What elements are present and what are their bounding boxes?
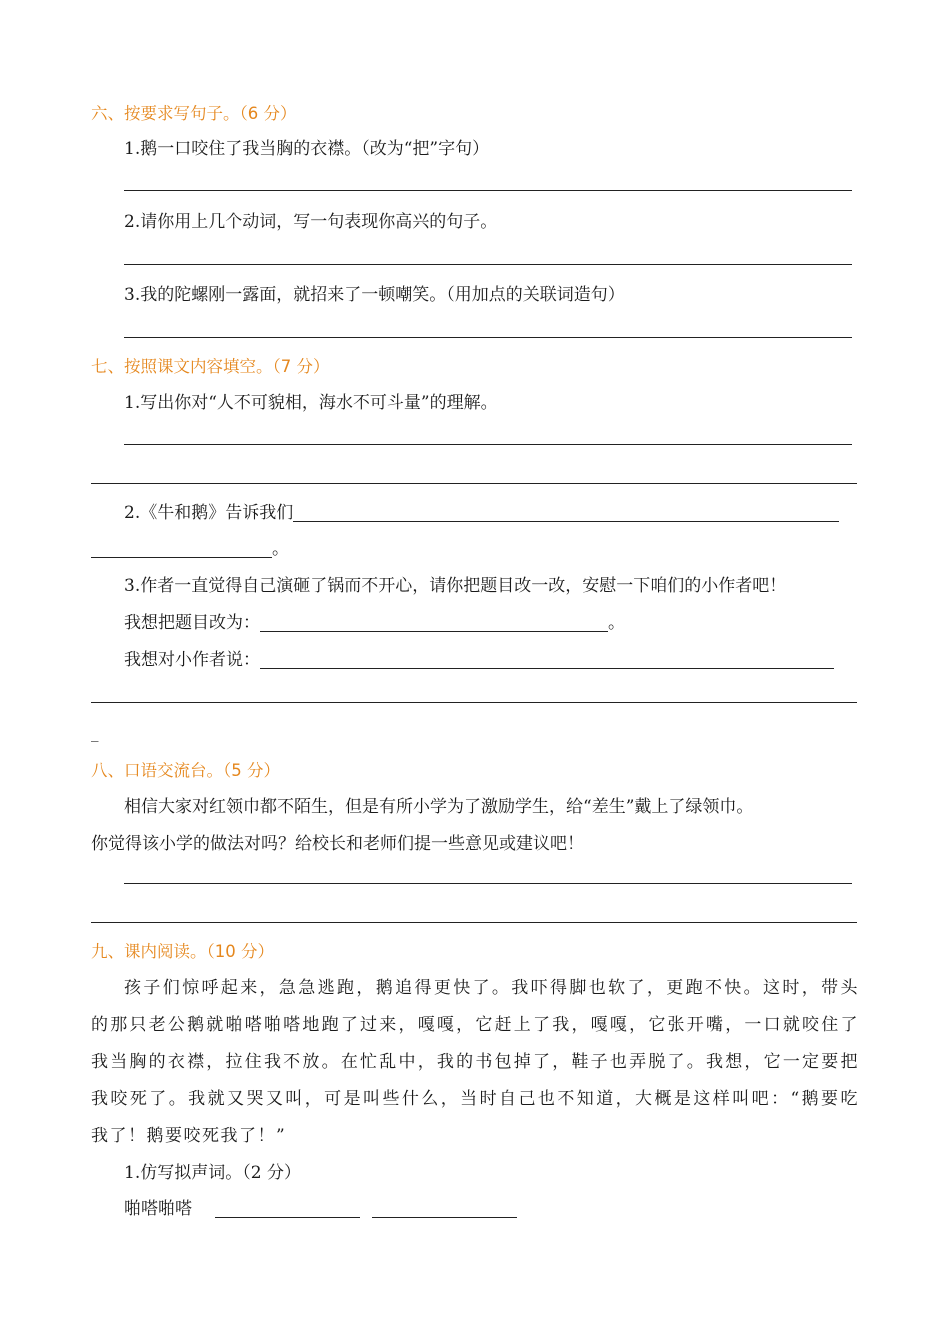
answer-line[interactable] — [124, 883, 852, 884]
s7-q3-title-label: 我想把题目改为： — [124, 613, 260, 633]
answer-line[interactable] — [124, 264, 852, 265]
passage-line: 我咬死了。我就又哭又叫，可是叫些什么，当时自己也不知道，大概是这样叫吧：“鹅要吃 — [91, 1089, 859, 1109]
answer-blank[interactable] — [91, 539, 272, 558]
answer-line[interactable] — [124, 190, 852, 191]
s7-question-3: 3.作者一直觉得自己演砸了锅而不开心，请你把题目改一改，安慰一下咱们的小作者吧！ — [124, 576, 787, 596]
answer-blank[interactable] — [372, 1199, 517, 1218]
s7-question-2-cont — [91, 538, 289, 560]
s9-question-1: 1.仿写拟声词。（2 分） — [124, 1163, 301, 1183]
s7-question-2-text: 2.《牛和鹅》告诉我们 — [124, 503, 294, 523]
passage-line: 的那只老公鹅就啪嗒啪嗒地跑了过来，嘎嘎，它赶上了我，嘎嘎，它张开嘴，一口就咬住了 — [91, 1015, 859, 1035]
s7-question-2-end: 。 — [272, 539, 289, 559]
answer-line[interactable] — [124, 337, 852, 338]
answer-blank[interactable] — [293, 503, 839, 522]
s6-question-3: 3.我的陀螺刚一露面，就招来了一顿嘲笑。（用加点的关联词造句） — [124, 285, 625, 305]
s9-question-1-example-row — [124, 1198, 517, 1220]
s7-q3-title-end: 。 — [608, 613, 625, 633]
answer-blank[interactable] — [260, 613, 608, 632]
answer-line[interactable] — [91, 702, 857, 703]
s7-q3-message-label: 我想对小作者说： — [124, 650, 260, 670]
onomatopoeia-example: 啪嗒啪嗒 — [124, 1199, 192, 1219]
answer-line[interactable] — [91, 483, 857, 484]
section-9-heading: 九、课内阅读。（10 分） — [91, 942, 274, 961]
section-6-heading: 六、按要求写句子。（6 分） — [91, 104, 297, 123]
stray-underscore: _ — [91, 724, 99, 742]
answer-blank[interactable] — [260, 650, 834, 669]
s7-question-1: 1.写出你对“人不可貌相，海水不可斗量”的理解。 — [124, 393, 498, 413]
s7-question-2 — [124, 502, 839, 524]
passage-line: 孩子们惊呼起来，急急逃跑，鹅追得更快了。我吓得脚也软了，更跑不快。这时，带头 — [124, 978, 859, 998]
answer-line[interactable] — [124, 444, 852, 445]
section-7-heading: 七、按照课文内容填空。（7 分） — [91, 357, 330, 376]
s7-question-3-title — [124, 612, 625, 634]
s8-prompt-line-1: 相信大家对红领巾都不陌生，但是有所小学为了激励学生，给“差生”戴上了绿领巾。 — [124, 797, 754, 817]
s7-question-3-message — [124, 649, 834, 671]
s6-question-1: 1.鹅一口咬住了我当胸的衣襟。（改为“把”字句） — [124, 139, 490, 159]
s8-prompt-line-2: 你觉得该小学的做法对吗？给校长和老师们提一些意见或建议吧！ — [91, 834, 584, 854]
s6-question-2: 2.请你用上几个动词，写一句表现你高兴的句子。 — [124, 212, 498, 232]
answer-line[interactable] — [91, 922, 857, 923]
passage-line: 我了！鹅要咬死我了！” — [91, 1126, 287, 1146]
passage-line: 我当胸的衣襟，拉住我不放。在忙乱中，我的书包掉了，鞋子也弄脱了。我想，它一定要把 — [91, 1052, 859, 1072]
answer-blank[interactable] — [215, 1199, 360, 1218]
section-8-heading: 八、口语交流台。（5 分） — [91, 761, 280, 780]
